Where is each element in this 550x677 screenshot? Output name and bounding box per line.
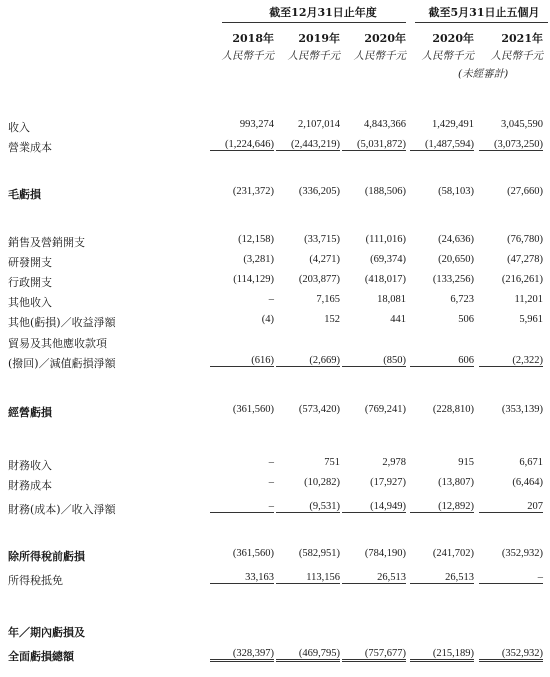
group-header-year-end-rule <box>222 22 406 23</box>
row-value: 6,723 <box>450 294 474 305</box>
column-year-5: 2021年 <box>501 32 543 45</box>
row-label: 年／期內虧損及 <box>8 626 85 639</box>
column-unit-5: 人民幣千元 <box>490 50 543 62</box>
row-value: (228,810) <box>432 404 474 415</box>
row-label: 全面虧損總額 <box>8 650 74 663</box>
group-header-five-months-rule <box>415 22 548 23</box>
row-value: (336,205) <box>298 186 340 197</box>
row-value: – <box>268 294 274 305</box>
row-value: (4,271) <box>309 254 340 265</box>
column-year-1: 2018年 <box>232 32 274 45</box>
row-value: 26,513 <box>410 572 474 584</box>
row-value: (1,487,594) <box>410 139 474 151</box>
row-value: 1,429,491 <box>432 119 474 130</box>
row-value: (1,224,646) <box>210 139 274 151</box>
row-value: 11,201 <box>514 294 543 305</box>
column-unit-4: 人民幣千元 <box>421 50 474 62</box>
row-value: (76,780) <box>507 234 543 245</box>
row-value: (188,506) <box>364 186 406 197</box>
group-header-five-months: 截至5月31日止五個月 <box>428 6 540 19</box>
row-value: (12,892) <box>410 501 474 513</box>
row-value: (352,932) <box>479 648 543 662</box>
row-value: (361,560) <box>232 404 274 415</box>
row-value: 915 <box>458 457 474 468</box>
row-value: 751 <box>324 457 340 468</box>
row-value: 33,163 <box>210 572 274 584</box>
column-year-3: 2020年 <box>364 32 406 45</box>
row-label: 銷售及營銷開支 <box>8 236 85 249</box>
row-label: 所得稅抵免 <box>8 574 63 587</box>
row-value: (114,129) <box>233 274 274 285</box>
row-label: (撥回)／減值虧損淨額 <box>8 357 116 370</box>
column-year-2: 2019年 <box>298 32 340 45</box>
row-label: 其他(虧損)／收益淨額 <box>8 316 116 329</box>
row-value: 441 <box>390 314 406 325</box>
row-value: (2,443,219) <box>276 139 340 151</box>
row-value: (133,256) <box>432 274 474 285</box>
row-value: (13,807) <box>438 477 474 488</box>
row-value: (27,660) <box>507 186 543 197</box>
row-value: 606 <box>410 355 474 367</box>
row-value: 2,107,014 <box>298 119 340 130</box>
row-value: (418,017) <box>364 274 406 285</box>
row-value: (216,261) <box>501 274 543 285</box>
row-value: 113,156 <box>276 572 340 584</box>
row-value: (33,715) <box>304 234 340 245</box>
row-label: 除所得稅前虧損 <box>8 550 85 563</box>
row-value: (47,278) <box>507 254 543 265</box>
row-value: (2,322) <box>479 355 543 367</box>
row-value: (231,372) <box>232 186 274 197</box>
row-value: (4) <box>261 314 274 325</box>
row-label: 收入 <box>8 121 30 134</box>
row-value: (757,677) <box>342 648 406 662</box>
row-value: (769,241) <box>364 404 406 415</box>
row-value: (10,282) <box>304 477 340 488</box>
row-value: (3,281) <box>243 254 274 265</box>
row-value: (20,650) <box>438 254 474 265</box>
row-value: 506 <box>458 314 474 325</box>
row-value: (6,464) <box>512 477 543 488</box>
row-value: 26,513 <box>342 572 406 584</box>
column-unit-3: 人民幣千元 <box>353 50 406 62</box>
row-label: 行政開支 <box>8 276 52 289</box>
group-header-year-end: 截至12月31日止年度 <box>269 6 377 19</box>
row-value: (328,397) <box>210 648 274 662</box>
row-value: (5,031,872) <box>342 139 406 151</box>
unaudited-note: (未經審計) <box>458 68 509 80</box>
row-value: 6,671 <box>519 457 543 468</box>
row-value: (2,669) <box>276 355 340 367</box>
row-value: 152 <box>324 314 340 325</box>
column-unit-1: 人民幣千元 <box>221 50 274 62</box>
row-value: (3,073,250) <box>479 139 543 151</box>
row-value: 2,978 <box>382 457 406 468</box>
row-value: 18,081 <box>377 294 406 305</box>
row-label: 財務(成本)／收入淨額 <box>8 503 116 516</box>
row-value: 993,274 <box>239 119 274 130</box>
row-label: 毛虧損 <box>8 188 41 201</box>
row-value: 207 <box>479 501 543 513</box>
row-value: – <box>210 501 274 513</box>
row-value: (215,189) <box>410 648 474 662</box>
column-year-4: 2020年 <box>432 32 474 45</box>
row-value: 7,165 <box>316 294 340 305</box>
row-value: (241,702) <box>432 548 474 559</box>
row-value: (850) <box>342 355 406 367</box>
row-value: (24,636) <box>438 234 474 245</box>
row-value: (616) <box>210 355 274 367</box>
row-value: 4,843,366 <box>364 119 406 130</box>
row-value: (58,103) <box>438 186 474 197</box>
row-value: (573,420) <box>298 404 340 415</box>
row-value: (352,932) <box>501 548 543 559</box>
row-value: (9,531) <box>276 501 340 513</box>
row-label: 財務成本 <box>8 479 52 492</box>
row-value: (14,949) <box>342 501 406 513</box>
row-value: – <box>268 457 274 468</box>
row-value: (582,951) <box>298 548 340 559</box>
row-label: 其他收入 <box>8 296 52 309</box>
row-label: 財務收入 <box>8 459 52 472</box>
row-value: (12,158) <box>238 234 274 245</box>
row-value: (17,927) <box>370 477 406 488</box>
row-value: (111,016) <box>365 234 406 245</box>
row-value: 3,045,590 <box>501 119 543 130</box>
row-value: (784,190) <box>364 548 406 559</box>
row-label: 經營虧損 <box>8 406 52 419</box>
row-label: 研發開支 <box>8 256 52 269</box>
row-value: (353,139) <box>501 404 543 415</box>
row-value: (361,560) <box>232 548 274 559</box>
row-value: – <box>268 477 274 488</box>
row-label: 貿易及其他應收款項 <box>8 337 107 350</box>
row-value: (69,374) <box>370 254 406 265</box>
row-label: 營業成本 <box>8 141 52 154</box>
row-value: (203,877) <box>298 274 340 285</box>
row-value: – <box>479 572 543 584</box>
row-value: (469,795) <box>276 648 340 662</box>
column-unit-2: 人民幣千元 <box>287 50 340 62</box>
row-value: 5,961 <box>519 314 543 325</box>
